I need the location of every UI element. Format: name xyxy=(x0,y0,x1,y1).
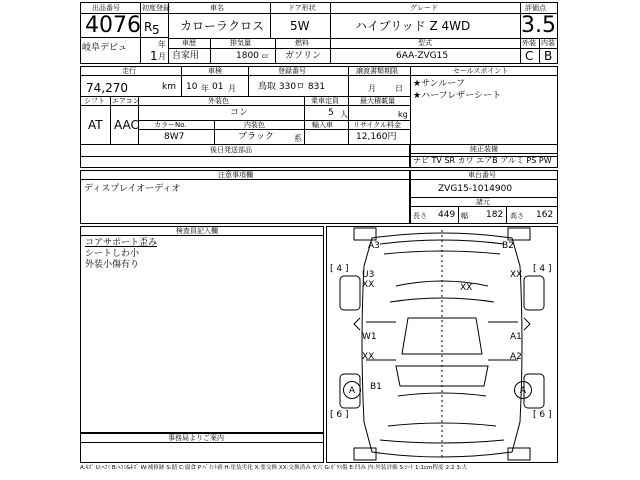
equip-items: ナビ TV SR カワ エアB アルミ PS PW xyxy=(413,156,552,165)
legend-footer: A:ｷｽﾞ U:ﾍｺﾐ B:ﾍｺﾐ&ｷｽﾞ W:補修跡 S:錆 C:腐食 P:ﾍﾟｲﾝﾄ剥 H:塗装劣化 X:要交換 XX:交換済み Y:穴 G:ｶﾞﾗｽ傷 E:凹み 内:外装評価 S:ｼｰﾄ 1:1cm程度 2:2 3:大 xyxy=(80,465,468,471)
notes-text: ディスプレイオーディオ xyxy=(84,184,181,194)
mark-A2: A2 xyxy=(510,352,522,362)
fuel: ガソリン xyxy=(285,51,322,61)
mark-XX-front-right: XX xyxy=(510,270,523,280)
doc-day: 日 xyxy=(395,84,403,93)
sales-label: セールスポイント xyxy=(453,67,509,75)
door-type: 5W xyxy=(290,19,310,33)
width-value: 182 xyxy=(486,210,504,220)
later-parts-block xyxy=(80,144,410,168)
shift-label: シフト xyxy=(84,97,105,105)
reg-era: R xyxy=(144,20,153,34)
length-label: 長さ xyxy=(413,212,427,220)
mark-bracket-4-right: [ 4 ] xyxy=(533,264,552,274)
sales-point-1: ★サンルーフ xyxy=(413,79,465,89)
exterior-grade: C xyxy=(525,49,534,63)
plate-number: 鳥取 330ロ 831 xyxy=(258,82,326,92)
score-value: 3.5 xyxy=(521,13,556,38)
door-label: ドア形状 xyxy=(288,4,316,12)
chassis-number: ZVG15-1014900 xyxy=(438,184,513,194)
equip-label: 純正装備 xyxy=(470,145,498,153)
reg-month-unit: 月 xyxy=(158,52,166,61)
grade-name: ハイブリッド Z 4WD xyxy=(355,19,471,33)
import-label: 輸入車 xyxy=(312,121,333,129)
inspector-line-2: シートしわ小 xyxy=(85,249,140,259)
code-label: 型式 xyxy=(418,39,432,47)
reg-year: 5 xyxy=(152,23,160,37)
mileage: 74,270 xyxy=(86,81,128,95)
interior-label: 内装 xyxy=(541,39,555,47)
model-name: カローラクロス xyxy=(180,19,265,33)
length-value: 449 xyxy=(438,210,456,220)
load-unit: kg xyxy=(398,110,408,119)
capacity-unit: 人 xyxy=(340,110,348,119)
plate-label: 登録番号 xyxy=(278,67,306,75)
disp-label: 排気量 xyxy=(230,39,251,47)
mark-A3: A3 xyxy=(368,241,380,251)
int-color-suffix: 系 xyxy=(294,134,302,143)
interior-grade: B xyxy=(544,49,553,63)
mark-A-rear-right: A xyxy=(514,381,532,399)
ac-label: エアコン xyxy=(112,97,140,105)
spec-label: 諸元 xyxy=(476,198,490,206)
mark-A-rear-left: A xyxy=(343,381,361,399)
doc-month: 月 xyxy=(368,84,376,93)
inspection-label: 車検 xyxy=(208,67,222,75)
ext-color: コン xyxy=(230,108,249,118)
auction-name: 岐阜デビュ xyxy=(82,43,128,53)
exterior-label: 外装 xyxy=(522,39,536,47)
load-label: 最大積載量 xyxy=(360,97,395,105)
fuel-label: 燃料 xyxy=(295,39,309,47)
equip-block xyxy=(410,144,558,168)
grade-label: グレード xyxy=(410,4,438,12)
mileage-label: 走行 xyxy=(122,67,136,75)
reg-month: 1 xyxy=(150,49,158,63)
inspection-year-unit: 年 xyxy=(201,84,209,93)
capacity-label: 乗車定員 xyxy=(311,97,339,105)
reg-label: 初度登録 xyxy=(142,4,170,12)
model-label: 車名 xyxy=(210,4,224,12)
recycle-fee: 12,160円 xyxy=(356,132,397,142)
int-color-label: 内装色 xyxy=(244,121,265,129)
height-label: 高さ xyxy=(510,212,524,220)
doc-label: 譲渡書類期限 xyxy=(356,67,398,75)
mark-bracket-4-left: [ 4 ] xyxy=(330,264,349,274)
sales-point-2: ★ハーフレザーシート xyxy=(413,91,502,101)
mark-B1: B1 xyxy=(370,382,382,392)
inspection-year: 10 xyxy=(186,82,198,92)
type-label: 車歴 xyxy=(182,39,196,47)
mark-B2: B2 xyxy=(502,241,514,251)
office-label: 事務局よりご案内 xyxy=(168,434,224,442)
mark-XX-left-mid: XX xyxy=(362,352,375,362)
mark-XX-center: XX xyxy=(460,283,473,293)
int-color: ブラック xyxy=(238,132,274,142)
color-no: 8W7 xyxy=(164,132,185,142)
ac: AAC xyxy=(114,118,139,132)
lot-label: 出品番号 xyxy=(92,4,120,12)
mileage-unit: km xyxy=(162,82,176,92)
car-type: 自家用 xyxy=(172,51,200,61)
mark-W1: W1 xyxy=(362,332,377,342)
inspection-month: 01 xyxy=(212,82,224,92)
lot-number: 4076 xyxy=(85,13,141,38)
recycle-label: リサイクル料金 xyxy=(353,121,402,129)
displacement: 1800 xyxy=(236,51,259,61)
height-value: 162 xyxy=(536,210,554,220)
inspection-month-unit: 月 xyxy=(228,84,236,93)
mark-XX-front-left: XX xyxy=(362,280,375,290)
later-parts-label: 後日発送部品 xyxy=(210,146,252,154)
model-code: 6AA-ZVG15 xyxy=(396,51,449,61)
reg-year-unit: 年 xyxy=(158,40,166,49)
shift: AT xyxy=(88,118,103,132)
mark-A1: A1 xyxy=(510,332,522,342)
ext-color-label: 外装色 xyxy=(208,97,229,105)
inspector-line-3: 外装小傷有り xyxy=(85,260,140,270)
mark-U3: U3 xyxy=(362,270,375,280)
disp-unit: cc xyxy=(262,53,269,60)
width-label: 幅 xyxy=(461,212,468,220)
inspector-label: 検査員記入欄 xyxy=(176,227,218,235)
mark-bracket-6-left: [ 6 ] xyxy=(330,410,349,420)
score-label: 評価点 xyxy=(525,4,546,12)
car-diagram xyxy=(326,226,558,463)
mark-bracket-6-right: [ 6 ] xyxy=(533,410,552,420)
color-no-label: カラーNo. xyxy=(154,121,187,129)
chassis-label: 車台番号 xyxy=(468,171,496,179)
inspector-line-1: コアサポート歪み xyxy=(85,238,158,248)
notes-label: 注意事項欄 xyxy=(218,171,253,179)
capacity: 5 xyxy=(328,108,334,118)
